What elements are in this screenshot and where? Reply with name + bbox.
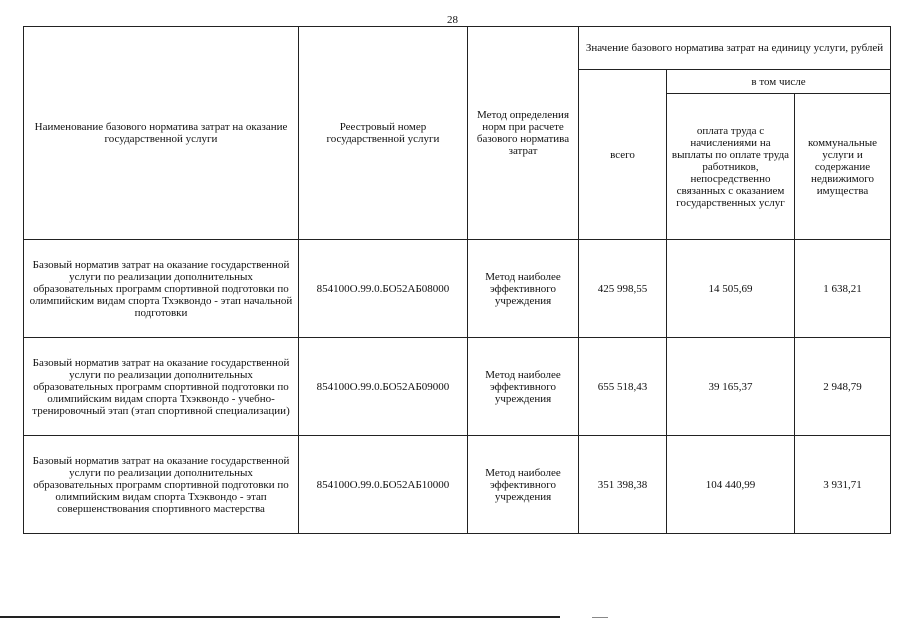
header-method: Метод определения норм при расчете базового норматива затрат [468,27,579,240]
row-total: 655 518,43 [579,338,667,436]
row-total: 351 398,38 [579,436,667,534]
row-name: Базовый норматив затрат на оказание государственной услуги по реализации дополнительных образовательных программ спортивной подготовки по олимпийским видам спорта Тхэквондо - учебно-тренировочный этап (этап спортивной специализации) [24,338,299,436]
row-method: Метод наиболее эффективного учреждения [468,338,579,436]
table-row [24,436,891,534]
row-total: 425 998,55 [579,240,667,338]
row-name: Базовый норматив затрат на оказание государственной услуги по реализации дополнительных образовательных программ спортивной подготовки по олимпийским видам спорта Тхэквондо - этап начальной подготовки [24,240,299,338]
header-registry-number: Реестровый номер государственной услуги [299,27,468,240]
table-row [24,338,891,436]
page-number: 28 [447,14,458,26]
row-labor: 14 505,69 [667,240,795,338]
header-name: Наименование базового норматива затрат на оказание государственной услуги [24,27,299,240]
row-utilities: 2 948,79 [795,338,891,436]
header-utilities: коммунальные услуги и содержание недвижимого имущества [795,94,891,240]
row-utilities: 3 931,71 [795,436,891,534]
header-row-1 [24,27,891,70]
row-method: Метод наиболее эффективного учреждения [468,436,579,534]
footer-divider [0,616,560,618]
header-including: в том числе [667,70,891,94]
row-utilities: 1 638,21 [795,240,891,338]
cost-norms-table [23,26,891,534]
footer-dash [592,617,608,618]
row-registry-number: 854100О.99.0.БО52АБ09000 [299,338,468,436]
row-method: Метод наиболее эффективного учреждения [468,240,579,338]
row-labor: 39 165,37 [667,338,795,436]
row-labor: 104 440,99 [667,436,795,534]
row-name: Базовый норматив затрат на оказание государственной услуги по реализации дополнительных образовательных программ спортивной подготовки по олимпийским видам спорта Тхэквондо - этап совершенствования спортивного мастерства [24,436,299,534]
header-total: всего [579,70,667,240]
header-labor: оплата труда с начислениями на выплаты по оплате труда работников, непосредственно связанных с оказанием государственных услуг [667,94,795,240]
table-row [24,240,891,338]
header-value-group: Значение базового норматива затрат на единицу услуги, рублей [579,27,891,70]
row-registry-number: 854100О.99.0.БО52АБ10000 [299,436,468,534]
row-registry-number: 854100О.99.0.БО52АБ08000 [299,240,468,338]
